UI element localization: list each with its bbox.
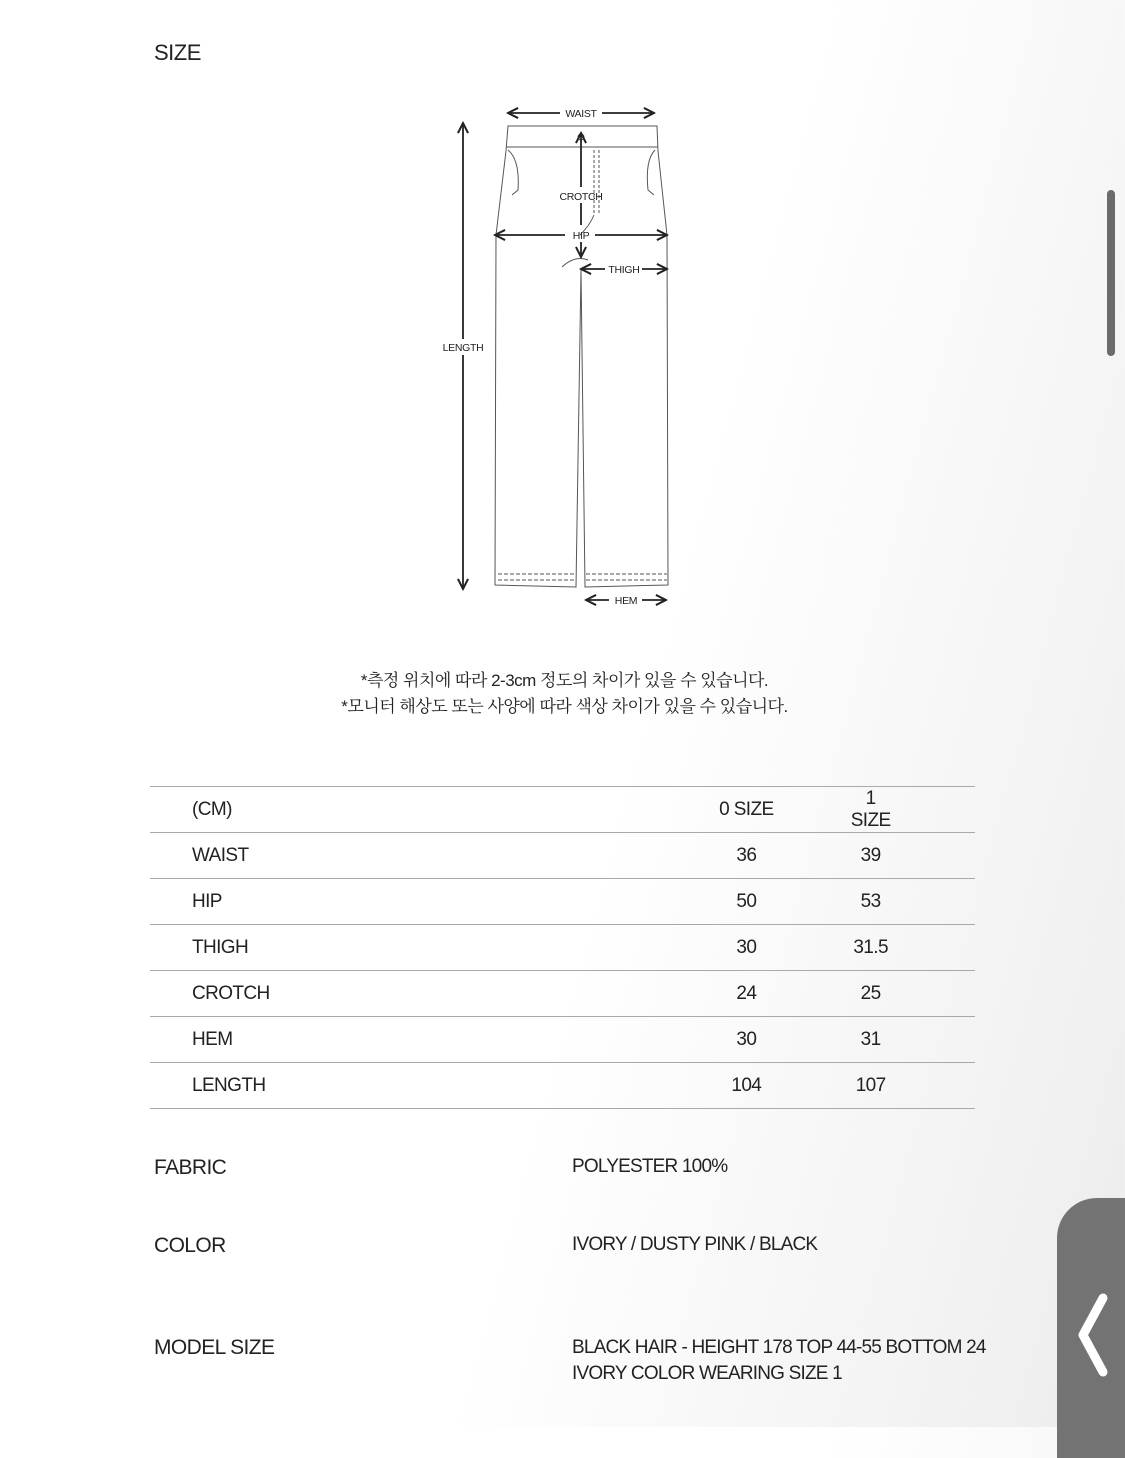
size-table [150, 786, 975, 1109]
chevron-left-icon [1073, 1290, 1113, 1380]
size-0-value: 36 [647, 833, 846, 879]
table-row [150, 1017, 975, 1063]
crotch-label: CROTCH [559, 191, 603, 203]
size-1-value: 39 [846, 833, 895, 879]
note-line: *측정 위치에 따라 2-3cm 정도의 차이가 있을 수 있습니다. [360, 671, 769, 690]
size-1-value: 31 [846, 1017, 895, 1063]
model-size-label: MODEL SIZE [154, 1336, 275, 1359]
note-line: *모니터 해상도 또는 사양에 따라 색상 차이가 있을 수 있습니다. [341, 697, 788, 716]
hem-label: HEM [614, 595, 638, 607]
table-spacer [895, 787, 975, 833]
unit-header: (CM) [150, 787, 647, 833]
table-spacer [895, 925, 975, 971]
table-spacer [895, 1063, 975, 1109]
table-row [150, 925, 975, 971]
thigh-label: THIGH [608, 264, 640, 276]
model-size-line: IVORY COLOR WEARING SIZE 1 [572, 1363, 842, 1384]
table-spacer [895, 971, 975, 1017]
measure-name: WAIST [150, 833, 647, 879]
size-1-value: 25 [846, 971, 895, 1017]
table-row [150, 971, 975, 1017]
measure-name: LENGTH [150, 1063, 647, 1109]
size-0-value: 30 [647, 925, 846, 971]
measure-name: HIP [150, 879, 647, 925]
size-0-value: 50 [647, 879, 846, 925]
length-label: LENGTH [442, 342, 484, 354]
color-label: COLOR [154, 1234, 226, 1257]
measure-name: CROTCH [150, 971, 647, 1017]
section-title: SIZE [154, 40, 201, 65]
fabric-value: POLYESTER 100% [572, 1156, 728, 1177]
table-spacer [895, 1017, 975, 1063]
scrollbar-thumb[interactable] [1107, 190, 1115, 356]
size-0-value: 104 [647, 1063, 846, 1109]
size-0-value: 24 [647, 971, 846, 1017]
fabric-label: FABRIC [154, 1156, 227, 1179]
measure-name: HEM [150, 1017, 647, 1063]
back-edge-tab[interactable] [1057, 1198, 1125, 1458]
size-0-header: 0 SIZE [647, 787, 846, 833]
waist-label: WAIST [565, 108, 597, 120]
hip-label: HIP [572, 230, 590, 242]
color-value: IVORY / DUSTY PINK / BLACK [572, 1234, 818, 1255]
table-header-row [150, 787, 975, 833]
size-1-value: 107 [846, 1063, 895, 1109]
size-1-value: 31.5 [846, 925, 895, 971]
table-row [150, 1063, 975, 1109]
table-row [150, 879, 975, 925]
size-1-header: 1 SIZE [846, 787, 895, 833]
table-spacer [895, 879, 975, 925]
size-0-value: 30 [647, 1017, 846, 1063]
pants-size-diagram [420, 95, 690, 615]
model-size-line: BLACK HAIR - HEIGHT 178 TOP 44-55 BOTTOM 24 [572, 1337, 986, 1358]
measure-name: THIGH [150, 925, 647, 971]
size-1-value: 53 [846, 879, 895, 925]
table-spacer [895, 833, 975, 879]
model-size-value [572, 1335, 986, 1387]
table-row [150, 833, 975, 879]
measurement-notes [0, 668, 1125, 720]
